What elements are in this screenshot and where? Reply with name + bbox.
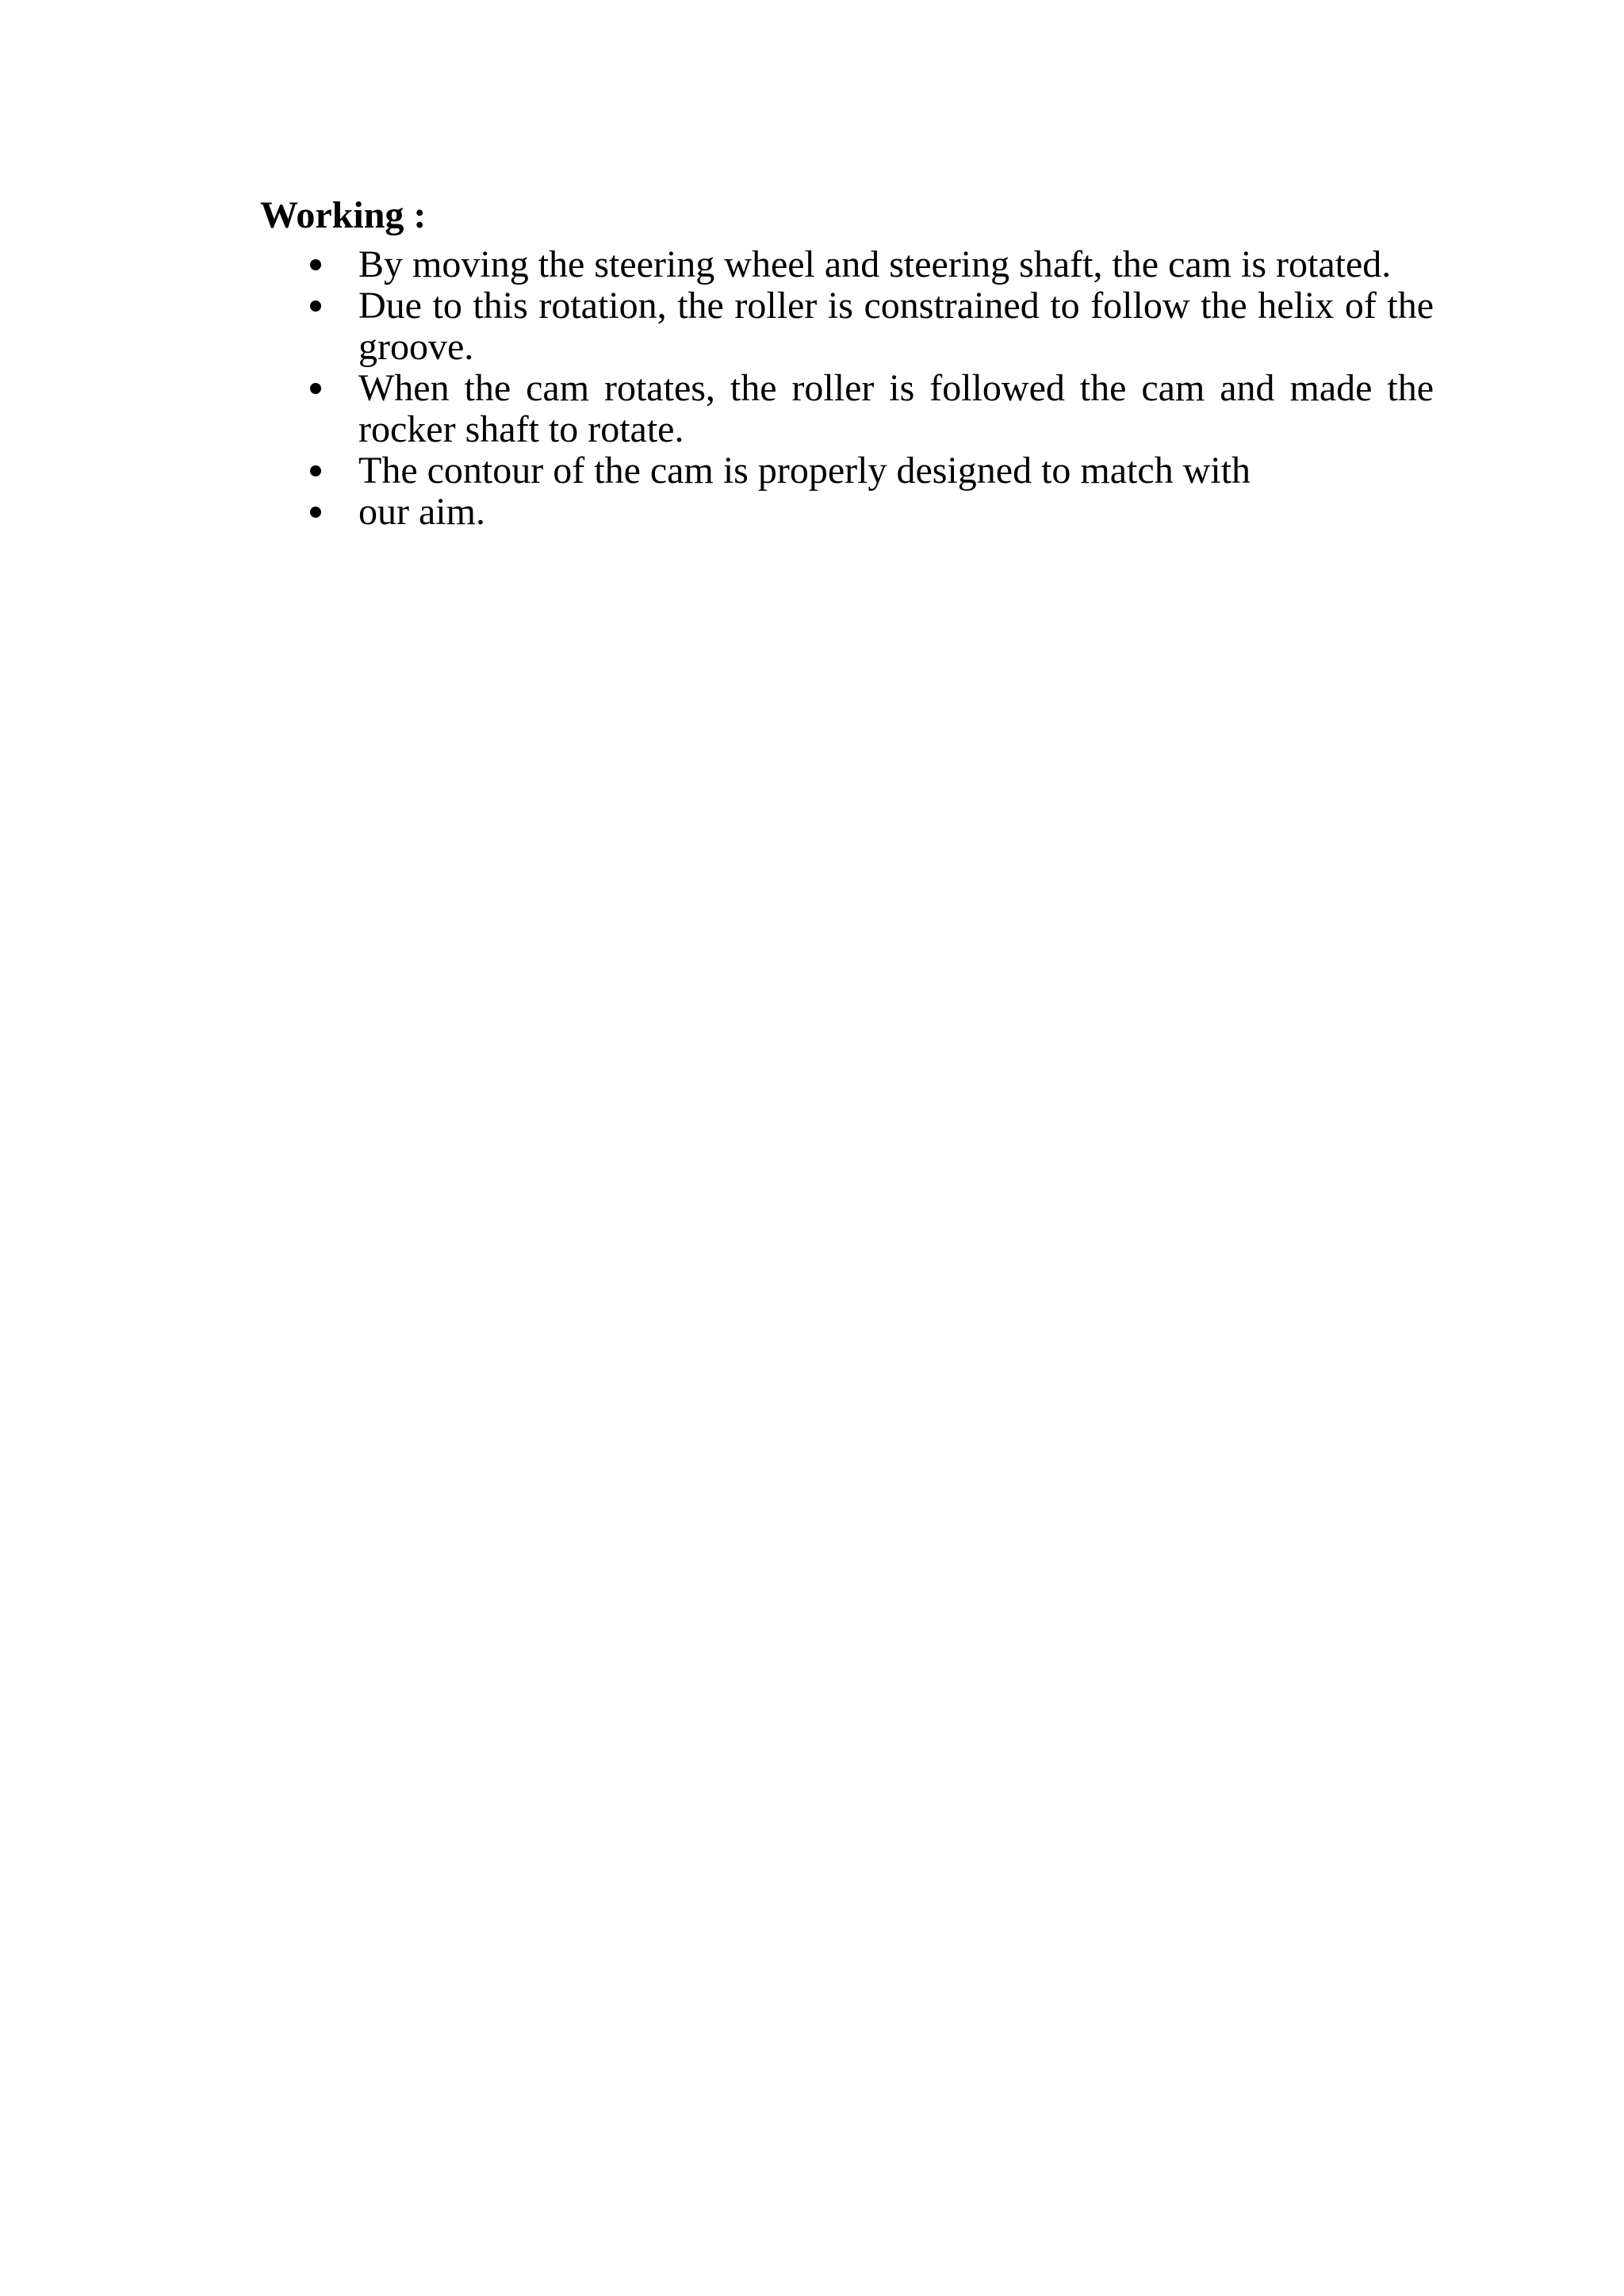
list-item-text: Due to this rotation, the roller is constrained to follow the helix of the groove. (358, 285, 1434, 368)
bullet-icon (310, 383, 321, 394)
section-heading: Working : (260, 194, 427, 236)
list-item (260, 450, 1434, 492)
list-item-text: By moving the steering wheel and steering shaft, the cam is rotated. (358, 243, 1392, 285)
bullet-list (260, 244, 1434, 533)
list-item (260, 244, 1434, 285)
list-item (260, 492, 1434, 533)
list-item-text: our aim. (358, 491, 485, 533)
list-item-text: The contour of the cam is properly designed to match with (358, 450, 1251, 492)
list-item-text: When the cam rotates, the roller is followed the cam and made the rocker shaft to rotate. (358, 367, 1434, 450)
bullet-icon (310, 300, 321, 312)
list-item (260, 368, 1434, 450)
bullet-icon (310, 259, 321, 270)
page-content (260, 193, 1434, 533)
list-item (260, 285, 1434, 368)
bullet-icon (310, 465, 321, 476)
bullet-icon (310, 507, 321, 518)
